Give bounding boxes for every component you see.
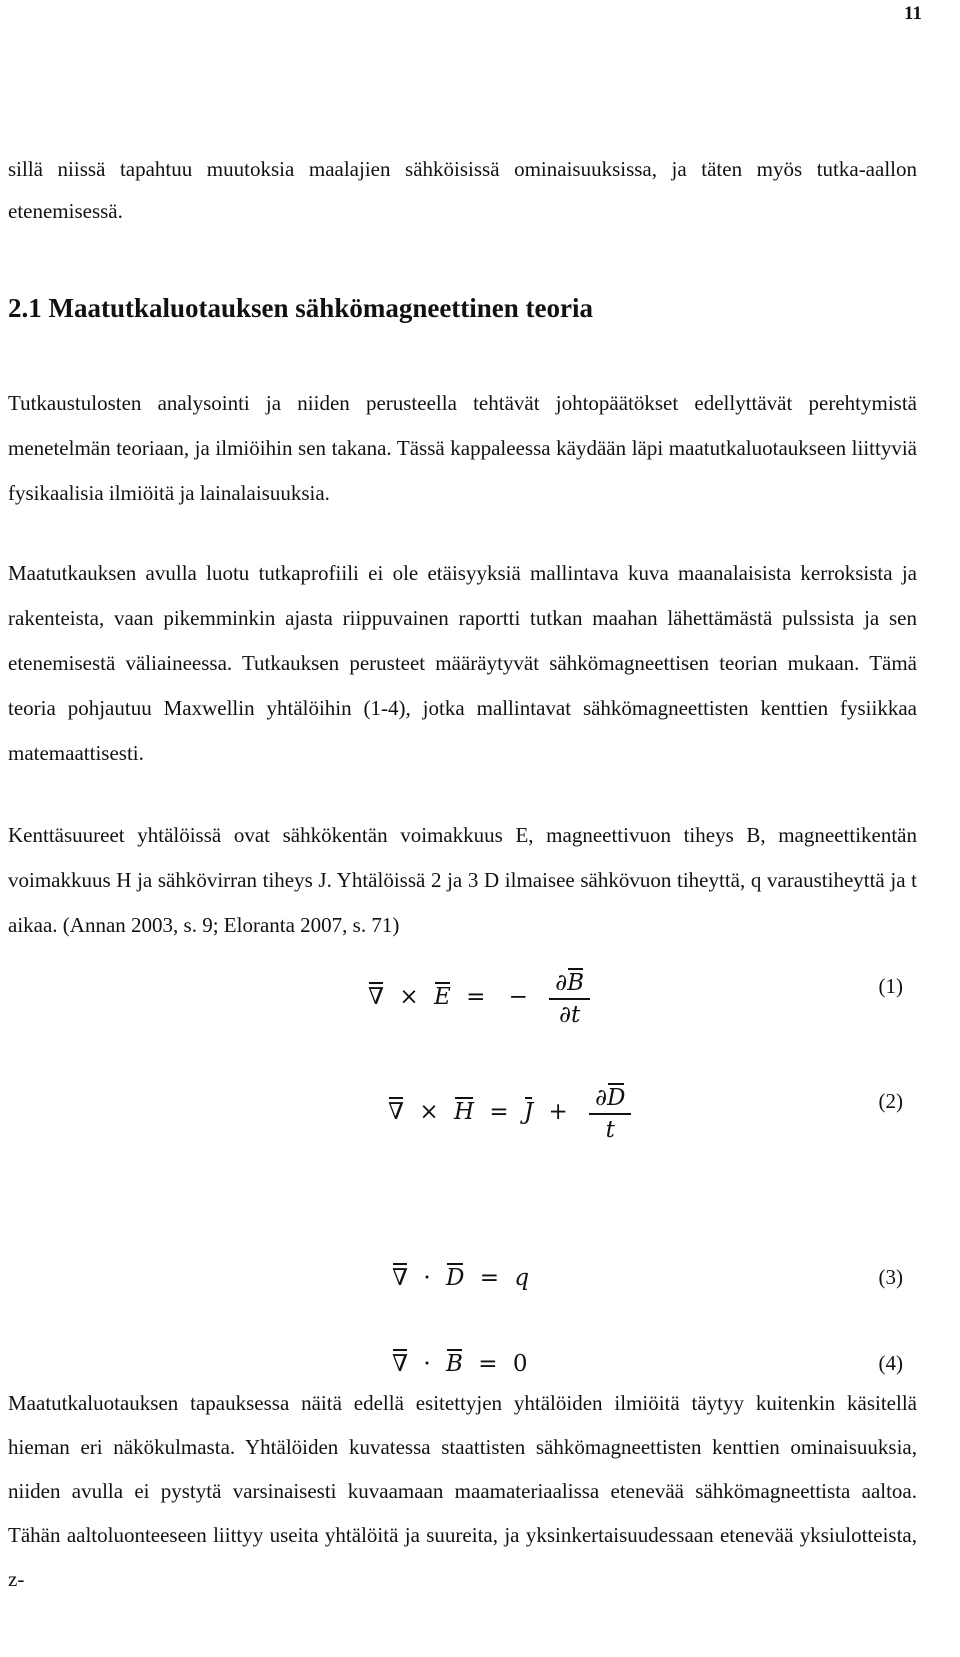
- paragraph-field-quantities: Kenttäsuureet yhtälöissä ovat sähkökentän voimakkuus E, magneettivuon tiheys B, magneettikentän voimakkuus H ja sähkövirran tiheys J. Yhtälöissä 2 ja 3 D ilmaisee sähkövuon tiheyttä, q varaustiheyttä ja t aikaa. (Annan 2003, s. 9; Eloranta 2007, s. 71): [8, 823, 917, 937]
- dot-operator: ·: [423, 1351, 431, 1377]
- paragraph-theory-intro: Tutkaustulosten analysointi ja niiden perusteella tehtävät johtopäätökset edellyttävät perehtymistä menetelmän teoriaan, ja ilmiöihin sen takana. Tässä kappaleessa käydään läpi maatutkaluotaukseen liittyviä fysikaalisia ilmiöitä ja lainalaisuuksia.: [8, 391, 917, 505]
- equation-number-3: (3): [878, 1265, 903, 1289]
- vector-j: J: [523, 1099, 534, 1125]
- minus-sign: −: [508, 984, 528, 1010]
- vector-e: E: [433, 984, 451, 1010]
- zero-value: 0: [512, 1351, 528, 1377]
- equals-sign: =: [489, 1099, 509, 1125]
- nabla-symbol: ∇: [388, 1099, 405, 1125]
- partial-symbol: ∂: [595, 1085, 607, 1111]
- equation-1: [0, 968, 960, 1038]
- nabla-symbol: ∇: [392, 1351, 409, 1377]
- vector-d: D: [446, 1265, 465, 1291]
- fraction: [549, 968, 590, 1028]
- section-heading: 2.1 Maatutkaluotauksen sähkömagneettinen teoria: [8, 293, 594, 323]
- nabla-symbol: ∇: [392, 1265, 409, 1291]
- fraction-denominator: ∂t: [559, 1002, 581, 1028]
- cross-operator: ×: [399, 984, 419, 1010]
- equation-2: [0, 1083, 960, 1153]
- vector-b: B: [446, 1351, 463, 1377]
- equation-number-1: (1): [878, 974, 903, 998]
- vector-h: H: [453, 1099, 475, 1125]
- page-number: 11: [904, 3, 922, 24]
- paragraph-radar-profile: Maatutkauksen avulla luotu tutkaprofiili ei ole etäisyyksiä mallintava kuva maanalaisista kerroksista ja rakenteista, vaan pikemminkin ajasta riippuvainen raportti tutkan maahan lähettämästä pulssista ja sen etenemisestä väliaineessa. Tutkauksen perusteet määräytyvät sähkömagneettisen teorian mukaan. Tämä teoria pohjautuu Maxwellin yhtälöihin (1-4), jotka mallintavat sähkömagneettisten kenttien fysiikkaa matemaattisesti.: [8, 561, 917, 765]
- intro-paragraph: sillä niissä tapahtuu muutoksia maalajien sähköisissä ominaisuuksissa, ja täten myös tutka-aallon etenemisessä.: [8, 157, 917, 223]
- equation-number-2: (2): [878, 1089, 903, 1113]
- equals-sign: =: [479, 1265, 500, 1291]
- charge-density: q: [514, 1265, 530, 1291]
- equals-sign: =: [478, 1351, 498, 1377]
- fraction: [589, 1083, 631, 1143]
- equation-number-4: (4): [878, 1351, 903, 1375]
- vector-d: D: [606, 1085, 626, 1111]
- partial-symbol: ∂: [555, 970, 568, 996]
- plus-sign: +: [548, 1099, 568, 1125]
- equation-3: [0, 1263, 960, 1303]
- vector-b: B: [567, 970, 585, 996]
- equals-sign: =: [466, 984, 486, 1010]
- dot-operator: ·: [423, 1265, 431, 1291]
- fraction-denominator: t: [605, 1117, 615, 1143]
- paragraph-gpr-wave: Maatutkaluotauksen tapauksessa näitä edellä esitettyjen yhtälöiden ilmiöitä täytyy kuitenkin käsitellä hieman eri näkökulmasta. Yhtälöiden kuvatessa staattisten sähkömagneettisten kenttien ominaisuuksia, niiden avulla ei pystytä varsinaisesti kuvaamaan maamateriaalissa etenevää sähkömagneettista aaltoa. Tähän aaltoluonteeseen liittyy useita yhtälöitä ja suureita, ja yksinkertaisuudessaan etenevää yksiulotteista, z-: [8, 1391, 917, 1591]
- cross-operator: ×: [419, 1099, 439, 1125]
- nabla-symbol: ∇: [368, 984, 385, 1010]
